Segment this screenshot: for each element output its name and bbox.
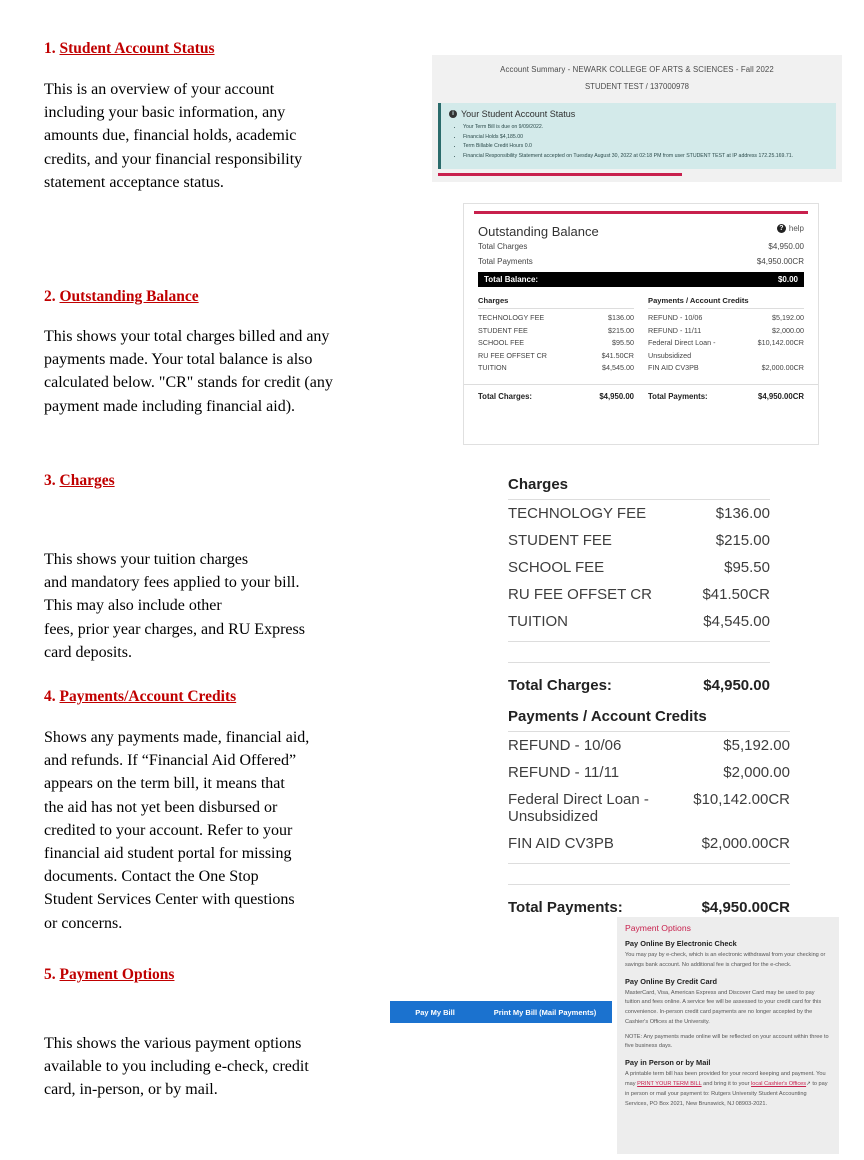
guide-line: payments made. Your total balance is also bbox=[44, 351, 313, 369]
charges-row bbox=[508, 554, 770, 581]
guide-line: appears on the term bill, it means that bbox=[44, 775, 285, 793]
guide-section-2 bbox=[44, 288, 394, 418]
payment-row bbox=[648, 362, 804, 375]
payments-total-label: Total Payments: bbox=[508, 899, 623, 916]
pay-echeck-paragraph: You may pay by e-check, which is an electronic withdrawal from your checking or savings bank account. No additional fee is charged for the e-check. bbox=[625, 952, 826, 968]
payments-divider bbox=[508, 863, 790, 864]
payments-row-value: $10,142.00CR bbox=[693, 791, 790, 808]
guide-line: This shows your total charges billed and any bbox=[44, 328, 330, 345]
guide-title-2: Outstanding Balance bbox=[59, 288, 199, 305]
guide-line: fees, prior year charges, and RU Express bbox=[44, 620, 305, 638]
guide-body-3 bbox=[44, 548, 394, 664]
payments-row-value: $5,192.00 bbox=[723, 737, 790, 754]
payments-column-header: Payments / Account Credits bbox=[648, 296, 804, 309]
guide-heading-5 bbox=[44, 966, 394, 984]
guide-line: This may also include other bbox=[44, 597, 222, 615]
guide-number-1: 1. bbox=[44, 40, 60, 57]
summary-row-label: Total Charges bbox=[478, 242, 528, 251]
guide-line: Student Services Center with questions bbox=[44, 891, 295, 909]
outstanding-balance-screenshot bbox=[463, 203, 819, 445]
payment-label: REFUND - 10/06 bbox=[648, 313, 703, 322]
student-account-status-banner bbox=[438, 103, 836, 169]
summary-row bbox=[464, 239, 818, 254]
charges-row-label: STUDENT FEE bbox=[508, 532, 612, 549]
pay-my-bill-button[interactable]: Pay My Bill bbox=[390, 1001, 480, 1023]
mail-text-part-3: to pay in person or mail your payment to: Rutgers University Student Accounting Services, PO Box 2021, New Brunswick, NJ 08903-2021. bbox=[625, 1081, 828, 1107]
guide-title-3: Charges bbox=[59, 472, 115, 489]
charges-row-label: SCHOOL FEE bbox=[508, 559, 605, 576]
guide-line: payment made including financial aid). bbox=[44, 397, 296, 415]
balance-totals-footer bbox=[464, 384, 818, 401]
status-bullet-list bbox=[449, 123, 828, 162]
charge-value: $4,545.00 bbox=[602, 363, 634, 373]
charges-total-label: Total Charges: bbox=[478, 391, 533, 401]
payment-row bbox=[648, 337, 804, 362]
charges-divider bbox=[508, 641, 770, 642]
total-balance-value: $0.00 bbox=[777, 275, 798, 284]
payments-row bbox=[508, 830, 790, 857]
payment-options-title: Payment Options bbox=[625, 923, 691, 933]
summary-row-value: $4,950.00CR bbox=[756, 257, 804, 266]
status-bullet: • Financial Responsibility Statement accepted on Tuesday August 30, 2022 at 02:18 PM from user STUDENT TEST at IP address 172.25.169.71. bbox=[463, 152, 828, 162]
summary-row-label: Total Payments bbox=[478, 257, 533, 266]
crimson-divider bbox=[438, 173, 682, 176]
charges-row-label: TUITION bbox=[508, 613, 568, 630]
guide-title-4: Payments/Account Credits bbox=[59, 688, 237, 705]
status-bullet: • Your Term Bill is due on 9/09/2022. bbox=[463, 123, 828, 133]
guide-line: This shows your tuition charges bbox=[44, 551, 249, 568]
status-banner-heading bbox=[449, 109, 828, 119]
payment-value: $10,142.00CR bbox=[757, 338, 804, 348]
payments-row-label: Federal Direct Loan - Unsubsidized bbox=[508, 791, 649, 825]
charge-row bbox=[478, 337, 634, 350]
info-icon: i bbox=[449, 110, 457, 118]
charges-row-label: RU FEE OFFSET CR bbox=[508, 586, 652, 603]
payments-detail-screenshot bbox=[508, 708, 790, 916]
guide-line: documents. Contact the One Stop bbox=[44, 868, 259, 886]
guide-number-3: 3. bbox=[44, 472, 60, 489]
student-identifier: STUDENT TEST / 137000978 bbox=[584, 82, 689, 91]
external-link-icon: ↗ bbox=[806, 1081, 811, 1088]
pay-credit-card-note: NOTE: Any payments made online will be reflected on your account within three to five business days. bbox=[625, 1033, 829, 1050]
payment-label: REFUND - 11/11 bbox=[648, 325, 702, 335]
balance-detail-columns bbox=[464, 287, 818, 375]
guide-line: card, in-person, or by mail. bbox=[44, 1081, 218, 1099]
payment-value: $2,000.00 bbox=[772, 325, 804, 335]
guide-line: card deposits. bbox=[44, 643, 132, 661]
status-heading-text: Your Student Account Status bbox=[461, 109, 576, 119]
payments-row-value: $2,000.00CR bbox=[701, 835, 790, 852]
guide-line: financial aid student portal for missing bbox=[44, 844, 292, 862]
charges-column-header: Charges bbox=[478, 296, 634, 309]
charge-row bbox=[478, 312, 634, 325]
payments-total-label: Total Payments: bbox=[648, 391, 708, 401]
guide-line: amounts due, financial holds, academic bbox=[44, 127, 297, 145]
pay-credit-card-heading: Pay Online By Credit Card bbox=[625, 976, 717, 986]
guide-line: available to you including e-check, credit bbox=[44, 1058, 309, 1076]
status-bullet: • Term Billable Credit Hours 0.0 bbox=[463, 142, 828, 152]
charges-row bbox=[508, 581, 770, 608]
payment-row bbox=[648, 312, 804, 325]
account-summary-title: Account Summary - NEWARK COLLEGE OF ARTS & SCIENCES - Fall 2022 bbox=[500, 65, 774, 74]
question-mark-icon: ? bbox=[777, 224, 786, 233]
payment-row bbox=[648, 325, 804, 338]
payments-header: Payments / Account Credits bbox=[508, 708, 790, 732]
payment-value: $2,000.00CR bbox=[761, 363, 804, 373]
summary-row-value: $4,950.00 bbox=[768, 242, 804, 251]
payments-column bbox=[640, 296, 804, 375]
guide-line: credits, and your financial responsibility bbox=[44, 150, 303, 168]
mail-text-part-1: A printable term bill has been provided for your record keeping and payment. You may bbox=[625, 1071, 826, 1088]
charges-row bbox=[508, 500, 770, 527]
guide-line: This shows the various payment options bbox=[44, 1035, 302, 1052]
payments-total-value: $4,950.00CR bbox=[758, 391, 804, 401]
account-summary-screenshot bbox=[432, 55, 842, 182]
guide-body-2 bbox=[44, 325, 394, 418]
guide-line: or concerns. bbox=[44, 914, 123, 932]
print-your-term-bill-link[interactable]: PRINT YOUR TERM BILL bbox=[637, 1081, 702, 1088]
payments-total bbox=[640, 392, 804, 401]
charges-column bbox=[478, 296, 640, 375]
charge-value: $95.50 bbox=[612, 338, 634, 348]
charges-row-value: $4,545.00 bbox=[703, 613, 770, 630]
pay-in-person-heading: Pay in Person or by Mail bbox=[625, 1058, 711, 1068]
help-label: help bbox=[788, 224, 804, 233]
charges-detail-screenshot bbox=[508, 476, 770, 694]
charge-value: $41.50CR bbox=[601, 350, 634, 360]
payments-row-label: REFUND - 11/11 bbox=[508, 764, 620, 781]
guide-heading-3 bbox=[44, 472, 394, 490]
guide-number-4: 4. bbox=[44, 688, 60, 705]
charge-value: $136.00 bbox=[608, 313, 634, 322]
guide-number-2: 2. bbox=[44, 288, 60, 305]
guide-line: calculated below. "CR" stands for credit (any bbox=[44, 374, 333, 392]
charge-row bbox=[478, 362, 634, 375]
charge-row bbox=[478, 350, 634, 363]
payments-row-value: $2,000.00 bbox=[723, 764, 790, 781]
payment-options-screenshot bbox=[617, 917, 839, 1154]
pay-in-person-paragraph bbox=[625, 1070, 831, 1109]
charge-label: TECHNOLOGY FEE bbox=[478, 313, 545, 322]
guide-line: and refunds. If “Financial Aid Offered” bbox=[44, 752, 297, 770]
guide-line: Shows any payments made, financial aid, bbox=[44, 729, 310, 746]
pay-credit-card-paragraph: MasterCard, Visa, American Express and Discover Card may be used to pay tuition and fees online. A service fee will be assessed to your credit card for this convenience. In-person credit card payments are no longer accepted by the Cashier's Offices at the University. bbox=[625, 989, 822, 1025]
guide-line: credited to your account. Refer to your bbox=[44, 821, 293, 839]
outstanding-balance-title: Outstanding Balance bbox=[478, 224, 599, 239]
print-my-bill-button[interactable]: Print My Bill (Mail Payments) bbox=[478, 1001, 612, 1023]
payments-row bbox=[508, 759, 790, 786]
payment-value: $5,192.00 bbox=[772, 313, 804, 322]
guide-line: This is an overview of your account bbox=[44, 81, 275, 98]
payments-total-row bbox=[508, 884, 790, 916]
charge-label: STUDENT FEE bbox=[478, 325, 528, 335]
payment-label: Federal Direct Loan - Unsubsidized bbox=[648, 338, 716, 360]
charges-row bbox=[508, 527, 770, 554]
charges-row-label: TECHNOLOGY FEE bbox=[508, 505, 647, 522]
charges-header: Charges bbox=[508, 476, 770, 500]
charge-value: $215.00 bbox=[608, 325, 634, 335]
charge-row bbox=[478, 325, 634, 338]
guide-heading-2 bbox=[44, 288, 394, 306]
summary-row bbox=[464, 254, 818, 269]
charges-row-value: $95.50 bbox=[724, 559, 770, 576]
guide-section-5 bbox=[44, 966, 394, 1102]
help-button[interactable] bbox=[777, 224, 804, 233]
guide-body-4 bbox=[44, 726, 394, 935]
payment-label: FIN AID CV3PB bbox=[648, 363, 699, 373]
guide-section-1 bbox=[44, 40, 394, 194]
guide-body-5 bbox=[44, 1032, 394, 1102]
guide-title-1: Student Account Status bbox=[59, 40, 215, 57]
guide-section-4 bbox=[44, 688, 394, 935]
payments-row-label: FIN AID CV3PB bbox=[508, 835, 614, 852]
charges-row-value: $136.00 bbox=[715, 505, 770, 522]
charge-label: RU FEE OFFSET CR bbox=[478, 350, 547, 360]
charges-row bbox=[508, 608, 770, 635]
guide-line: and mandatory fees applied to your bill. bbox=[44, 574, 300, 592]
charges-row-value: $41.50CR bbox=[702, 586, 770, 603]
guide-title-5: Payment Options bbox=[59, 966, 175, 983]
charges-row-value: $215.00 bbox=[715, 532, 770, 549]
mail-text-part-2: and bring it to your bbox=[701, 1081, 752, 1088]
guide-section-3 bbox=[44, 472, 394, 664]
local-cashiers-offices-link[interactable]: local Cashier's Offices bbox=[751, 1081, 807, 1088]
guide-line: statement acceptance status. bbox=[44, 173, 224, 191]
guide-number-5: 5. bbox=[44, 966, 60, 983]
charges-total bbox=[478, 392, 640, 401]
charges-total-row bbox=[508, 662, 770, 694]
charges-total-value: $4,950.00 bbox=[703, 677, 770, 694]
pay-echeck-heading: Pay Online By Electronic Check bbox=[625, 939, 737, 948]
guide-line: including your basic information, any bbox=[44, 104, 286, 122]
guide-heading-1 bbox=[44, 40, 394, 58]
charges-total-label: Total Charges: bbox=[508, 677, 612, 694]
total-balance-bar bbox=[478, 272, 804, 287]
charges-total-value: $4,950.00 bbox=[599, 391, 634, 401]
charge-label: TUITION bbox=[478, 363, 507, 373]
guide-body-1 bbox=[44, 78, 394, 194]
guide-heading-4 bbox=[44, 688, 394, 706]
payments-total-value: $4,950.00CR bbox=[701, 899, 790, 916]
guide-line: the aid has not yet been disbursed or bbox=[44, 798, 278, 816]
charge-label: SCHOOL FEE bbox=[478, 338, 525, 348]
outstanding-balance-header bbox=[464, 214, 818, 239]
payments-row bbox=[508, 732, 790, 759]
payments-row-label: REFUND - 10/06 bbox=[508, 737, 622, 754]
payments-row bbox=[508, 786, 790, 830]
total-balance-label: Total Balance: bbox=[484, 275, 539, 284]
status-bullet: • Financial Holds $4,185.00 bbox=[463, 133, 828, 143]
